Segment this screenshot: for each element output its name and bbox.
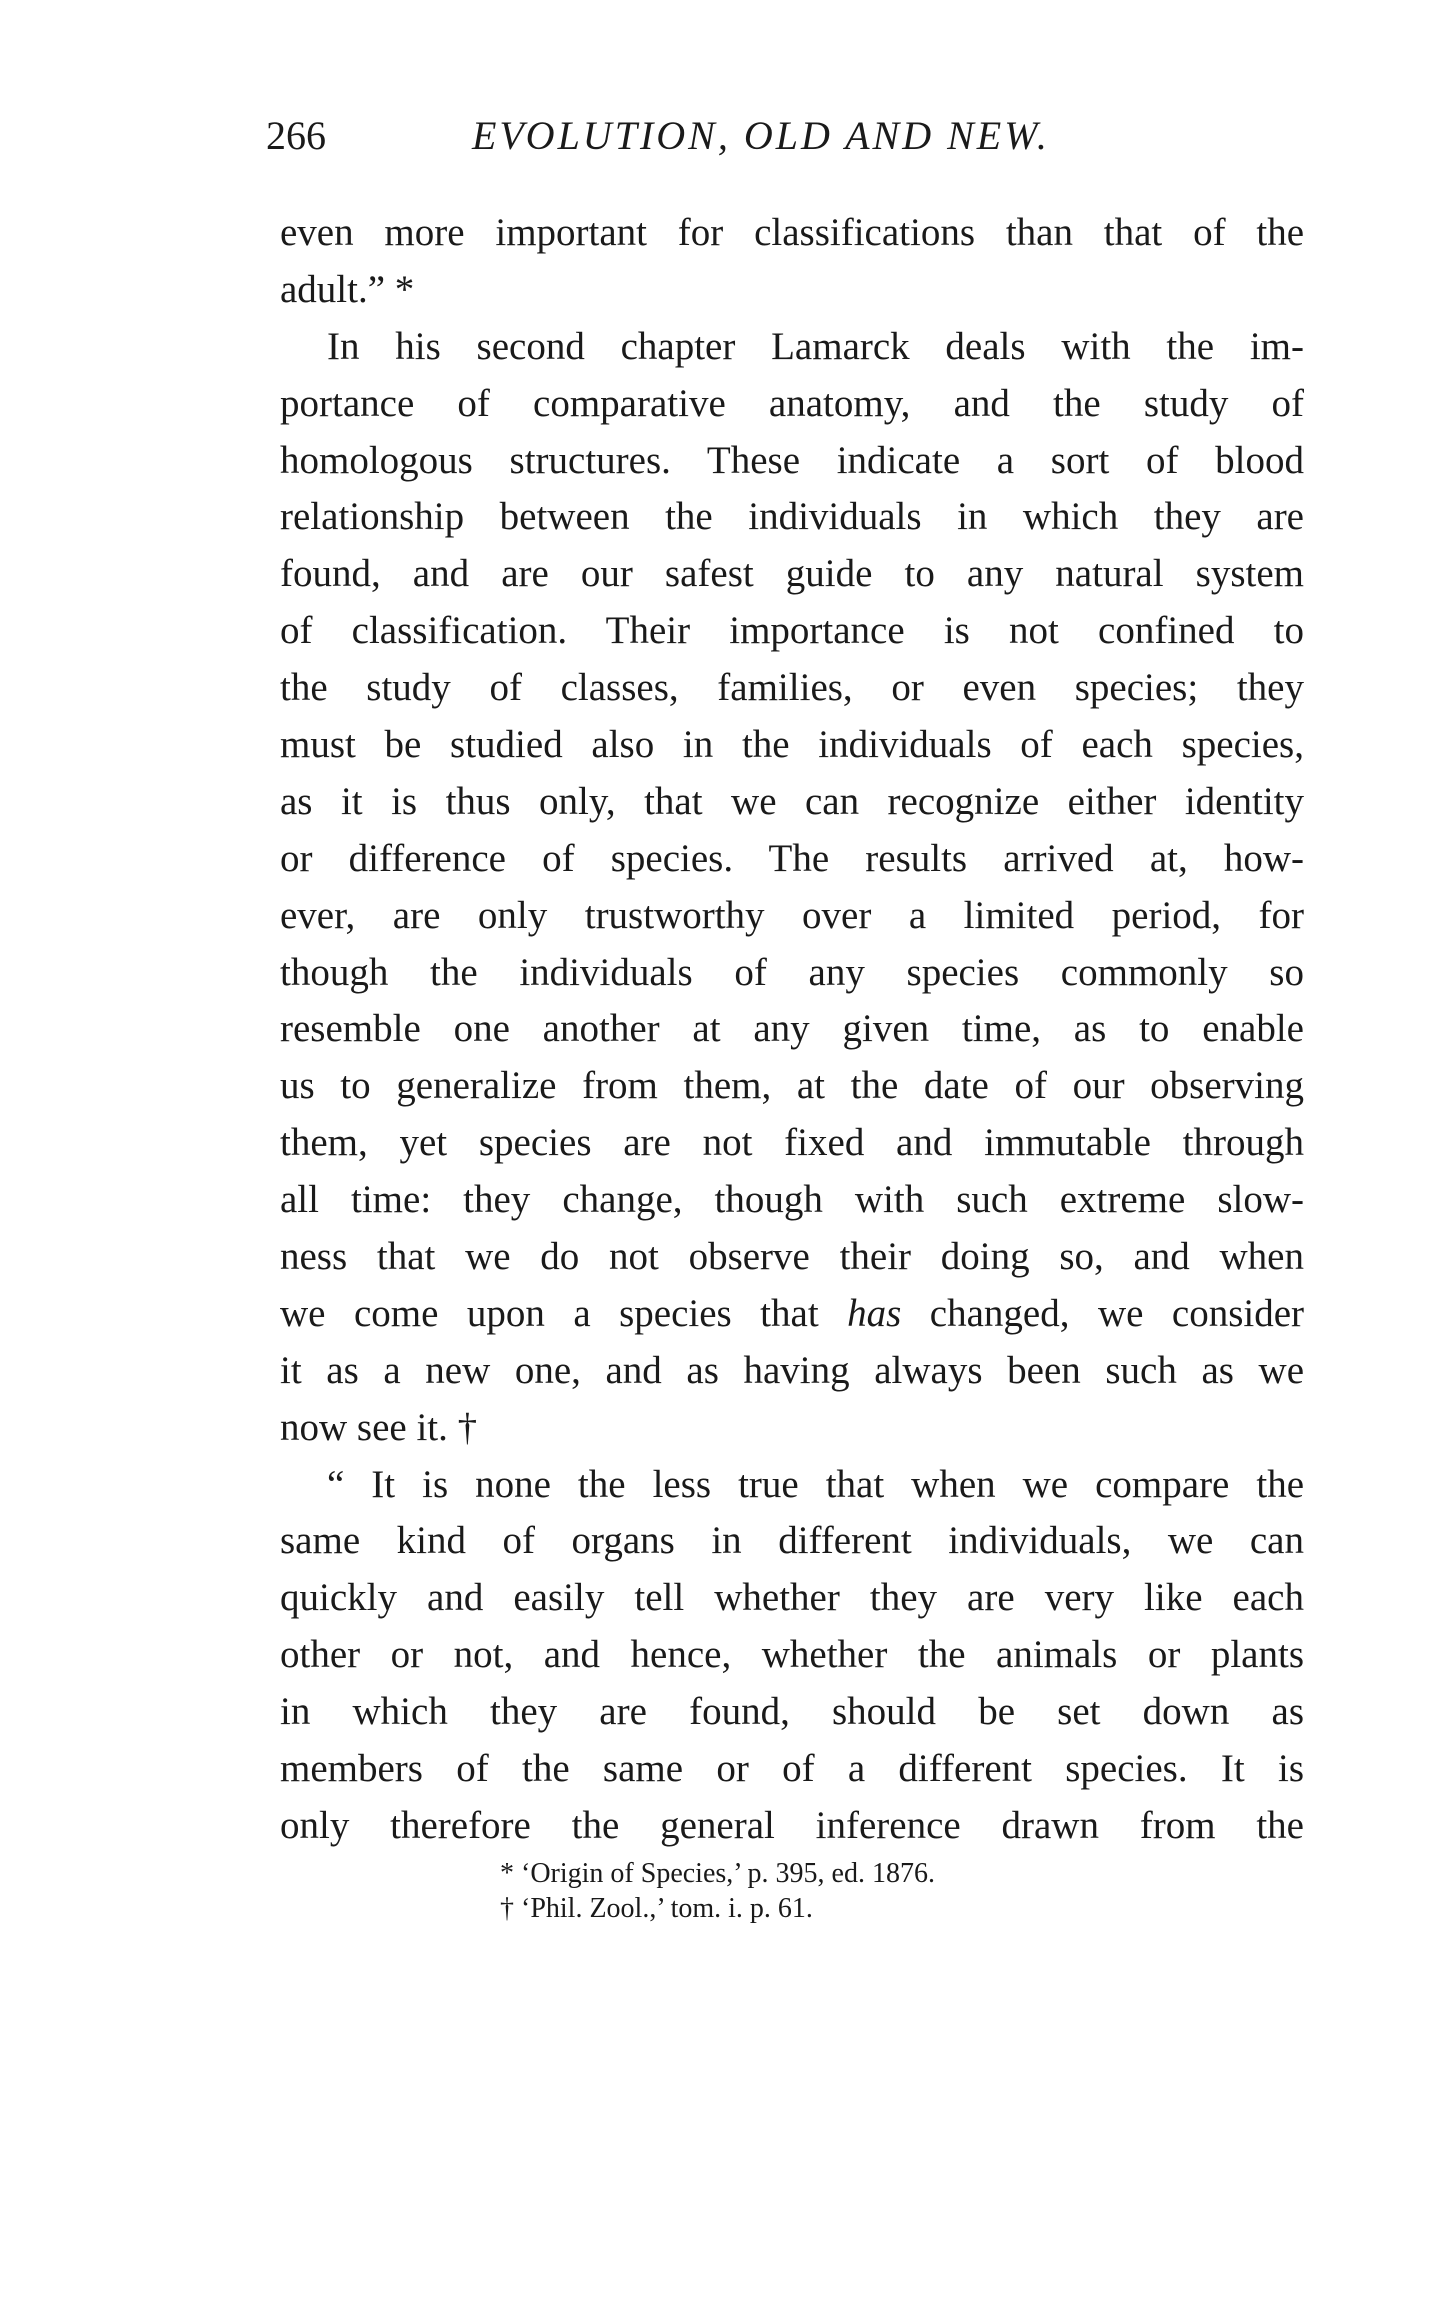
text-line: resemble one another at any given time, as to enable — [280, 1007, 1304, 1051]
text-line: now see it. † — [280, 1405, 478, 1449]
text-line: even more important for classifications than that of the — [280, 211, 1304, 254]
text-line: or difference of species. The results arrived at, how- — [280, 836, 1304, 880]
text-line: same kind of organs in different individuals, we can — [280, 1519, 1304, 1563]
text-line: portance of comparative anatomy, and the study of — [280, 381, 1304, 425]
text-line: adult.” * — [280, 267, 415, 311]
text-line: them, yet species are not fixed and immutable through — [280, 1121, 1304, 1165]
text-line: only therefore the general inference drawn from the — [280, 1803, 1304, 1847]
text-line: we come upon a species that has changed, we consider — [280, 1291, 1304, 1335]
text-line: of classification. Their importance is not confined to — [280, 609, 1304, 653]
running-header — [266, 112, 1306, 172]
text-line: found, and are our safest guide to any natural system — [280, 552, 1304, 596]
text-line: members of the same or of a different species. It is — [280, 1747, 1304, 1791]
text-line: us to generalize from them, at the date of our observing — [280, 1064, 1304, 1108]
text-line: though the individuals of any species commonly so — [280, 950, 1304, 994]
text-line: other or not, and hence, whether the animals or plants — [280, 1633, 1304, 1677]
text-line: homologous structures. These indicate a sort of blood — [280, 438, 1304, 482]
text-line: the study of classes, families, or even species; they — [280, 666, 1304, 710]
body-text — [280, 205, 1304, 1855]
text-line: In his second chapter Lamarck deals with the im- — [327, 324, 1304, 368]
footnote-2: † ‘Phil. Zool.,’ tom. i. p. 61. — [500, 1893, 813, 1924]
text-line: in which they are found, should be set down as — [280, 1690, 1304, 1734]
text-line: ness that we do not observe their doing so, and when — [280, 1235, 1304, 1279]
footnote-1: * ‘Origin of Species,’ p. 395, ed. 1876. — [500, 1858, 935, 1889]
text-line: ever, are only trustworthy over a limited period, for — [280, 893, 1304, 937]
text-line: all time: they change, though with such extreme slow- — [280, 1178, 1304, 1222]
running-title: EVOLUTION, OLD AND NEW. — [472, 113, 1050, 158]
text-line: “ It is none the less true that when we compare the — [327, 1462, 1304, 1506]
text-line: must be studied also in the individuals of each species, — [280, 723, 1304, 767]
text-line: as it is thus only, that we can recognize either identity — [280, 779, 1304, 823]
text-line: quickly and easily tell whether they are very like each — [280, 1576, 1304, 1620]
page-number: 266 — [266, 113, 326, 158]
text-line: relationship between the individuals in which they are — [280, 495, 1304, 539]
text-line: it as a new one, and as having always been such as we — [280, 1348, 1304, 1392]
